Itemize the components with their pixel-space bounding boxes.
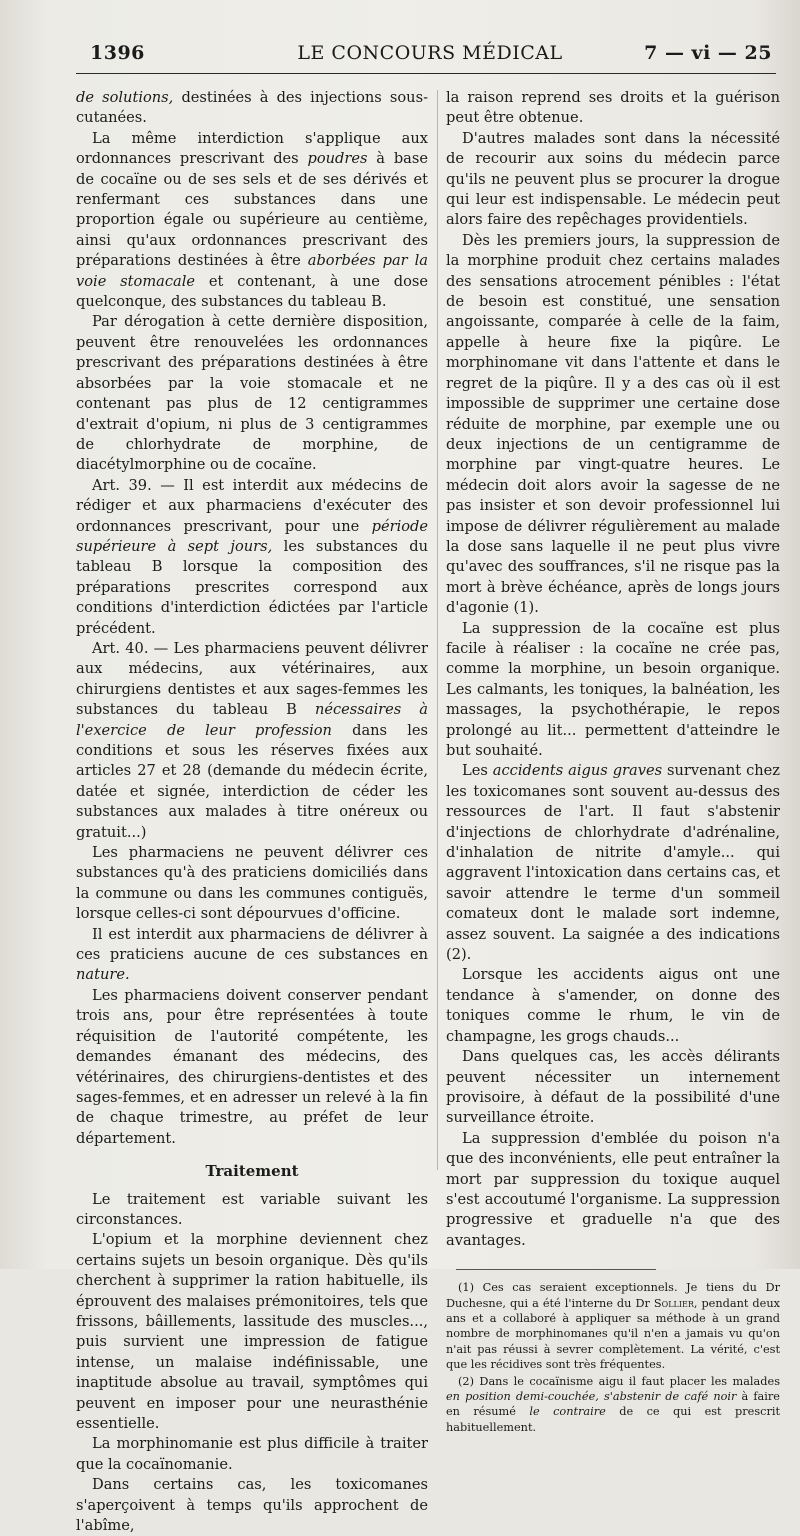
paragraph: Dans certains cas, les toxicomanes s'aperçoivent à temps qu'ils approchent de l'abîme, (76, 1476, 428, 1535)
paragraph: Lorsque les accidents aigus ont une tendance à s'amender, on donne des toniques comme le rhum, le vin de champagne, les grogs chauds... (446, 966, 780, 1045)
right-column (446, 88, 780, 1436)
page-header (80, 42, 780, 70)
page-number: 1396 (90, 42, 145, 64)
paragraph: Le traitement est variable suivant les circonstances. (76, 1190, 428, 1228)
header-rule (76, 73, 776, 74)
paragraph: Les pharmaciens ne peuvent délivrer ces substances qu'à des praticiens domiciliés dans la commune ou dans les communes contiguës, lorsque celles-ci sont dépourvues d'officine. (76, 844, 428, 923)
paragraph: Dès les premiers jours, la suppression de la morphine produit chez certains malades des sensations atrocement pénibles : l'état de besoin est constitué, une sensation angoissante, comparée à celle de la faim, appelle à heure fixe la piqûre. Le morphinomane vit dans l'attente et dans le regret de la piqûre. Il y a des cas où il est impossible de supprimer une certaine dose réduite de morphine, par exemple une ou deux injections de un centigramme de morphine par vingt-quatre heures. Le médecin doit alors avoir la sagesse de ne pas insister et son devoir professionnel lui impose de délivrer régulièrement au malade la dose sans laquelle il ne peut plus vivre qu'avec des souffrances, s'il ne risque pas la mort à brève échéance, après de longs jours d'agonie (1). (446, 231, 780, 617)
paragraph: Les pharmaciens doivent conserver pendant trois ans, pour être représentées à toute réquisition de l'autorité compétente, les demandes émanant des médecins, des vétérinaires, des chirurgiens-dentistes et des sages-femmes, et en adresser un relevé à la fin de chaque trimestre, au préfet de leur département. (76, 986, 428, 1147)
paragraph: La morphinomanie est plus difficile à traiter que la cocaïnomanie. (76, 1435, 428, 1473)
paragraph: La suppression de la cocaïne est plus facile à réaliser : la cocaïne ne crée pas, comme la morphine, un besoin organique. Les calmants, les toniques, la balnéation, les massages, la psychothérapie, le repos prolongé au lit... permettent d'atteindre le but souhaité. (446, 619, 780, 759)
paragraph: La suppression d'emblée du poison n'a que des inconvénients, elle peut entraîner la mort par suppression du toxique auquel s'est accoutumé l'organisme. La suppression progressive et graduelle n'a que des avantages. (446, 1129, 780, 1249)
paragraph: La même interdiction s'applique aux ordonnances prescrivant des poudres à base de cocaïne ou de ses sels et de ses dérivés et renfermant ces substances dans une proportion égale ou supérieure au centième, ainsi qu'aux ordonnances prescrivant des préparations destinées à être aborbées par la voie stomacale et contenant, à une dose quelconque, des substances du tableau B. (76, 129, 428, 311)
paragraph: Dans quelques cas, les accès délirants peuvent nécessiter un internement provisoire, à défaut de la possibilité d'une surveillance étroite. (446, 1048, 780, 1127)
paragraph: Les accidents aigus graves survenant chez les toxicomanes sont souvent au-dessus des ressources de l'art. Il faut s'abstenir d'injections de chlorhydrate d'adrénaline, d'inhalation de nitrite d'amyle... qui aggravent l'intoxication dans certains cas, et savoir attendre le terme d'un sommeil comateux dont le malade sort indemne, assez souvent. La saignée a des indications (2). (446, 762, 780, 964)
paragraph: L'opium et la morphine deviennent chez certains sujets un besoin organique. Dès qu'ils cherchent à supprimer la ration habituelle, ils éprouvent des malaises prémonitoires, tels que frissons, bâillements, lassitude des muscles..., puis survient une impression de fatigue intense, un malaise indéfinissable, une inaptitude absolue au travail, symptômes qui peuvent en imposer pour une neurasthénie essentielle. (76, 1231, 428, 1432)
journal-title: LE CONCOURS MÉDICAL (297, 42, 563, 64)
article-39: Art. 39. — Il est interdit aux médecins de rédiger et aux pharmaciens d'exécuter des ordonnances prescrivant, pour une période supérieure à sept jours, les substances du tableau B lorsque la composition des préparations prescrites correspond aux conditions d'interdiction édictées par l'article précédent. (76, 476, 428, 637)
section-title: Traitement (205, 1162, 299, 1181)
footnote-2: (2) Dans le cocaïnisme aigu il faut placer les malades en position demi-couchée, s'abstenir de café noir à faire en résumé le contraire de ce qui est prescrit habituellement. (446, 1374, 781, 1434)
paragraph: Par dérogation à cette dernière disposition, peuvent être renouvelées les ordonnances prescrivant des préparations destinées à être absorbées par la voie stomacale et ne contenant pas plus de 12 centigrammes d'extrait d'opium, ni plus de 3 centigrammes de chlorhydrate de morphine, de diacétylmorphine ou de cocaïne. (76, 313, 428, 474)
footnote-1: (1) Ces cas seraient exceptionnels. Je tiens du Dr Duchesne, qui a été l'interne du Dr Sollier, pendant deux ans et a collaboré à appliquer sa méthode à un grand nombre de morphinomanes qu'il n'en a jamais vu qu'on n'ait pas réussi à sevrer complètement. La vérité, c'est que les récidives sont très fréquentes. (446, 1281, 780, 1372)
paragraph: la raison reprend ses droits et la guérison peut être obtenue. (446, 89, 780, 127)
footnotes (446, 1280, 780, 1435)
paragraph: de solutions, destinées à des injections sous-cutanées. (76, 89, 429, 127)
issue-date: 7 — vi — 25 (644, 42, 772, 64)
column-separator (437, 90, 438, 1170)
paragraph: D'autres malades sont dans la nécessité de recourir aux soins du médecin parce qu'ils ne peuvent plus se procurer la drogue qui leur est indispensable. Le médecin peut alors faire des repêchages providentiels. (446, 129, 780, 229)
article-40: Art. 40. — Les pharmaciens peuvent délivrer aux médecins, aux vétérinaires, aux chirurgiens dentistes et aux sages-femmes les substances du tableau B nécessaires à l'exercice de leur profession dans les conditions et sous les réserves fixées aux articles 27 et 28 (demande du médecin écrite, datée et signée, interdiction de céder les substances aux malades à titre onéreux ou gratuit...) (76, 639, 428, 841)
paragraph: Il est interdit aux pharmaciens de délivrer à ces praticiens aucune de ces substances en nature. (76, 925, 428, 984)
footnote-rule (456, 1269, 656, 1270)
left-column (76, 88, 428, 1536)
